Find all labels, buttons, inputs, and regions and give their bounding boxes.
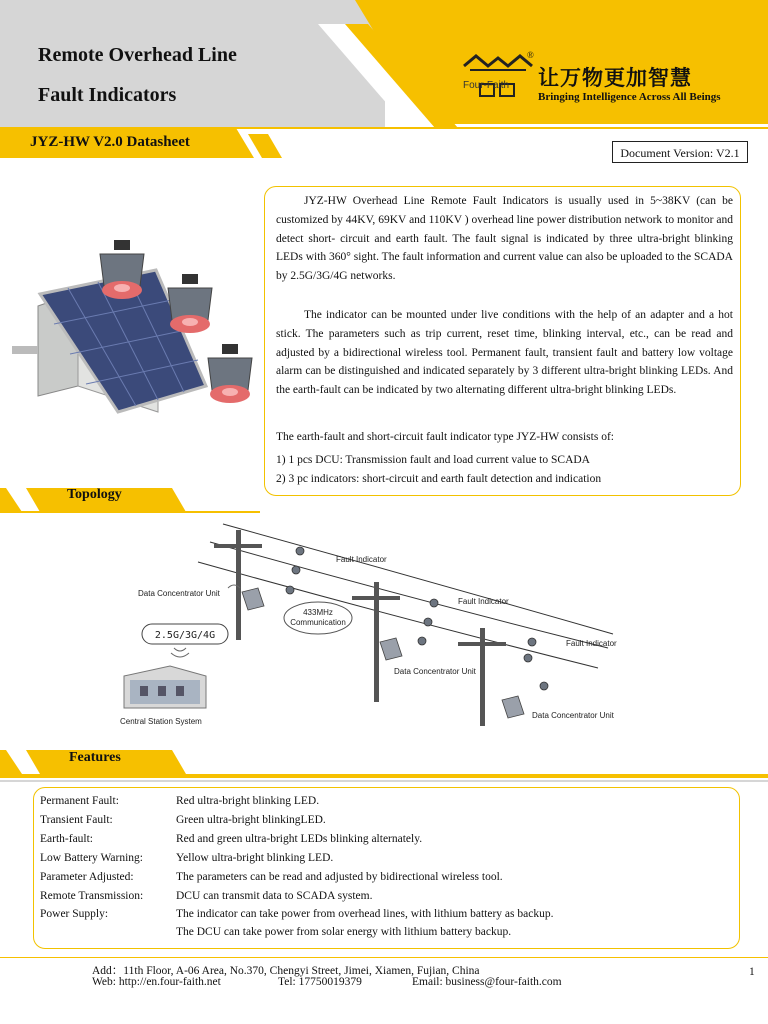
footer-tel: Tel: 17750019379: [278, 976, 362, 988]
feature-label: Parameter Adjusted:: [40, 871, 134, 883]
footer-web-link[interactable]: Web: http://en.four-faith.net: [92, 976, 221, 988]
feature-value: Green ultra-bright blinkingLED.: [176, 814, 326, 826]
communication-label: Communication: [290, 618, 346, 627]
dcu-label-2: Data Concentrator Unit: [394, 667, 476, 676]
features-section-title: Features: [69, 750, 121, 765]
feature-value: DCU can transmit data to SCADA system.: [176, 890, 373, 902]
dcu-label-1: Data Concentrator Unit: [138, 589, 220, 598]
communication-freq-label: 433MHz: [303, 608, 333, 617]
footer-address: Add：11th Floor, A-06 Area, No.370, Chengyi Street, Jimei, Xiamen, Fujian, China: [92, 965, 480, 977]
description-paragraph-2: The indicator can be mounted under live conditions with the help of an adapter and a hot stick. The parameters such as trip current, reset time, blinking interval, etc., can be read and adjusted by a bidirectional wireless tool. Permanent fault, transient fault and battery low voltage alarm can be distinguished and indicated separately by 3 different ultra-bright blinking LEDs. And the earth-fault can be indicated by two alternating different ultra-bright blinking LEDs.: [276, 309, 733, 397]
utility-pole-3: [458, 628, 506, 726]
fault-indicator-2: [168, 274, 212, 333]
datasheet-title: JYZ-HW V2.0 Datasheet: [30, 134, 190, 150]
footer-email-link[interactable]: Email: business@four-faith.com: [412, 976, 562, 988]
fault-indicator-3: [208, 344, 252, 403]
fault-indicator-label-3: Fault Indicator: [566, 639, 617, 648]
feature-value: The parameters can be read and adjusted by bidirectional wireless tool.: [176, 871, 503, 883]
registered-mark: ®: [527, 50, 534, 60]
feature-value: Red and green ultra-bright LEDs blinking alternately.: [176, 833, 423, 845]
description-paragraph-1: JYZ-HW Overhead Line Remote Fault Indicators is usually used in 5~38KV (can be customized by 44KV, 69KV and 110KV ) overhead line power distribution network to monitor and detect short- circuit and earth fault. The fault signal is indicated by three ultra-bright blinking LEDs with 360° sight. The fault information and current value can also be uploaded to the SCADA by 2.5G/3G/4G networks.: [276, 195, 733, 283]
product-photo: [8, 236, 258, 426]
topology-section-bar: [0, 484, 260, 516]
network-label: 2.5G/3G/4G: [154, 630, 216, 641]
logo-wordmark: Four-Faith: [463, 80, 510, 91]
footer-divider: [0, 957, 768, 958]
fault-indicator-1: [100, 240, 144, 299]
description-item-1: 1) 1 pcs DCU: Transmission fault and load current value to SCADA: [276, 454, 590, 466]
topology-diagram: [118, 518, 638, 732]
four-faith-logo-icon: [462, 52, 534, 98]
feature-label: Earth-fault:: [40, 833, 94, 845]
fault-indicator-label-1: Fault Indicator: [336, 555, 387, 564]
central-station-building: [124, 666, 206, 708]
feature-value: The DCU can take power from solar energy with lithium battery backup.: [176, 926, 512, 938]
feature-value: The indicator can take power from overhead lines, with lithium battery as backup.: [176, 908, 554, 920]
central-station-label: Central Station System: [120, 717, 202, 726]
feature-label: Transient Fault:: [40, 814, 113, 826]
document-version: Document Version: V2.1: [612, 141, 748, 163]
dcu-label-3: Data Concentrator Unit: [532, 711, 614, 720]
features-box: [33, 787, 740, 949]
feature-value: Red ultra-bright blinking LED.: [176, 795, 320, 807]
feature-value: Yellow ultra-bright blinking LED.: [176, 852, 334, 864]
page-number: 1: [749, 966, 755, 978]
page-title-line1: Remote Overhead Line: [38, 44, 237, 66]
page-title-line2: Fault Indicators: [38, 84, 177, 106]
fault-indicator-label-2: Fault Indicator: [458, 597, 509, 606]
topology-section-title: Topology: [67, 487, 122, 502]
description-item-2: 2) 3 pc indicators: short-circuit and earth fault detection and indication: [276, 473, 602, 485]
brand-slogan-cn: 让万物更加智慧: [538, 66, 692, 90]
brand-slogan-en: Bringing Intelligence Across All Beings: [538, 91, 721, 103]
feature-label: Remote Transmission:: [40, 890, 144, 902]
feature-label: Permanent Fault:: [40, 795, 119, 807]
feature-label: Power Supply:: [40, 908, 109, 920]
feature-label: Low Battery Warning:: [40, 852, 143, 864]
description-consists-of: The earth-fault and short-circuit fault indicator type JYZ-HW consists of:: [276, 431, 614, 443]
utility-pole-1: [214, 530, 262, 640]
